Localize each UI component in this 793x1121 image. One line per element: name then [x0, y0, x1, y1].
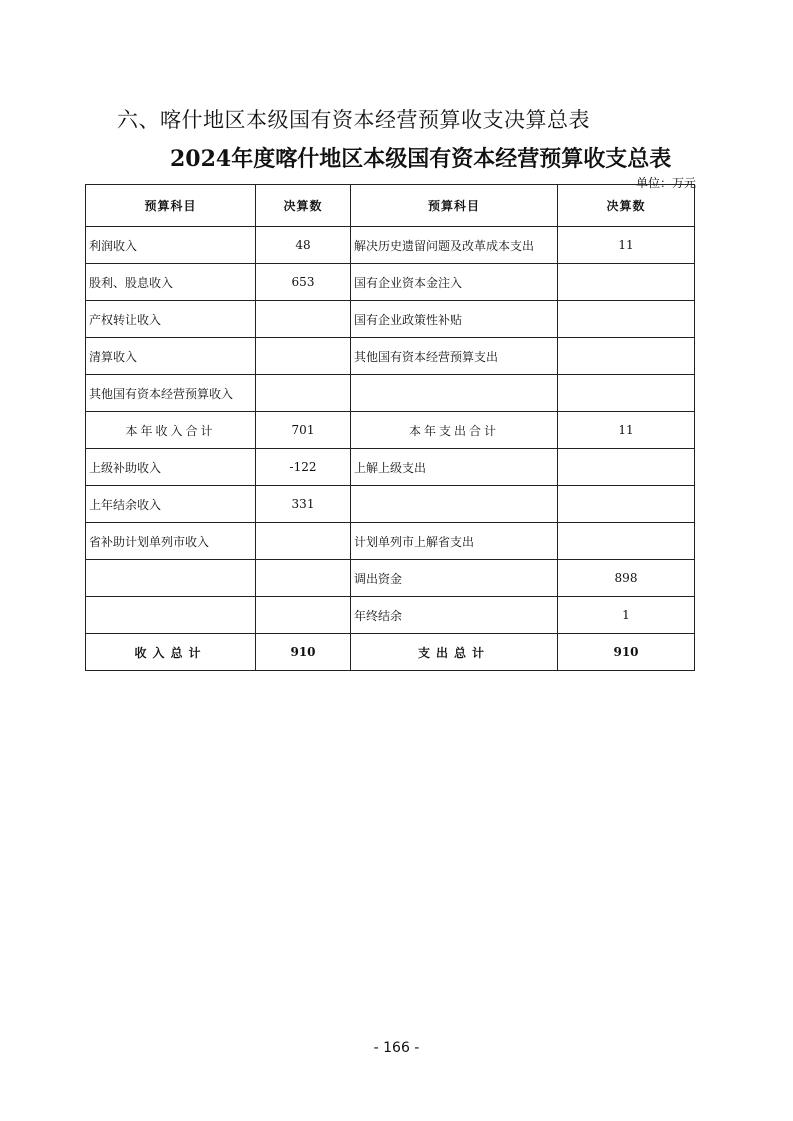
table-row [86, 523, 695, 560]
header-income-value: 决算数 [256, 185, 351, 227]
expense-subtotal-label: 本年支出合计 [351, 412, 558, 449]
income-value [256, 560, 351, 597]
table-row [86, 486, 695, 523]
income-subtotal-label: 本年收入合计 [86, 412, 256, 449]
expense-value [558, 523, 695, 560]
income-item: 利润收入 [86, 227, 256, 264]
income-value [256, 338, 351, 375]
table-row [86, 560, 695, 597]
income-item: 省补助计划单列市收入 [86, 523, 256, 560]
income-item: 清算收入 [86, 338, 256, 375]
expense-item: 计划单列市上解省支出 [351, 523, 558, 560]
expense-item: 国有企业资本金注入 [351, 264, 558, 301]
expense-item [351, 486, 558, 523]
income-value [256, 301, 351, 338]
expense-item: 国有企业政策性补贴 [351, 301, 558, 338]
income-item [86, 560, 256, 597]
table-row [86, 301, 695, 338]
expense-item: 调出资金 [351, 560, 558, 597]
table-row [86, 375, 695, 412]
expense-value [558, 449, 695, 486]
expense-item: 其他国有资本经营预算支出 [351, 338, 558, 375]
table-row [86, 264, 695, 301]
header-expense-value: 决算数 [558, 185, 695, 227]
income-item: 其他国有资本经营预算收入 [86, 375, 256, 412]
income-value: -122 [256, 449, 351, 486]
expense-item: 解决历史遗留问题及改革成本支出 [351, 227, 558, 264]
income-item: 上年结余收入 [86, 486, 256, 523]
expense-value [558, 375, 695, 412]
table-row [86, 338, 695, 375]
expense-item: 上解上级支出 [351, 449, 558, 486]
expense-value [558, 338, 695, 375]
table-row [86, 227, 695, 264]
income-subtotal-value: 701 [256, 412, 351, 449]
income-item: 上级补助收入 [86, 449, 256, 486]
subtotal-row [86, 412, 695, 449]
section-title: 六、喀什地区本级国有资本经营预算收支决算总表 [117, 108, 590, 132]
expense-value: 1 [558, 597, 695, 634]
header-expense-item: 预算科目 [351, 185, 558, 227]
income-item: 股利、股息收入 [86, 264, 256, 301]
income-item [86, 597, 256, 634]
expense-value [558, 486, 695, 523]
table-header-row [86, 185, 695, 227]
table-row [86, 449, 695, 486]
expense-total-value: 910 [558, 634, 695, 671]
income-total-label: 收入总计 [86, 634, 256, 671]
unit-label: 单位：万元 [635, 176, 696, 190]
income-item: 产权转让收入 [86, 301, 256, 338]
income-value [256, 375, 351, 412]
income-total-value: 910 [256, 634, 351, 671]
total-row [86, 634, 695, 671]
income-value: 653 [256, 264, 351, 301]
expense-value: 11 [558, 227, 695, 264]
header-income-item: 预算科目 [86, 185, 256, 227]
income-value: 331 [256, 486, 351, 523]
expense-item: 年终结余 [351, 597, 558, 634]
income-value [256, 597, 351, 634]
expense-item [351, 375, 558, 412]
income-value: 48 [256, 227, 351, 264]
income-value [256, 523, 351, 560]
expense-value [558, 301, 695, 338]
expense-total-label: 支出总计 [351, 634, 558, 671]
expense-value: 898 [558, 560, 695, 597]
table-row [86, 597, 695, 634]
budget-table [85, 184, 695, 671]
page-number: - 166 - [373, 1040, 420, 1056]
expense-subtotal-value: 11 [558, 412, 695, 449]
expense-value [558, 264, 695, 301]
table-title: 2024年度喀什地区本级国有资本经营预算收支总表 [170, 146, 672, 172]
